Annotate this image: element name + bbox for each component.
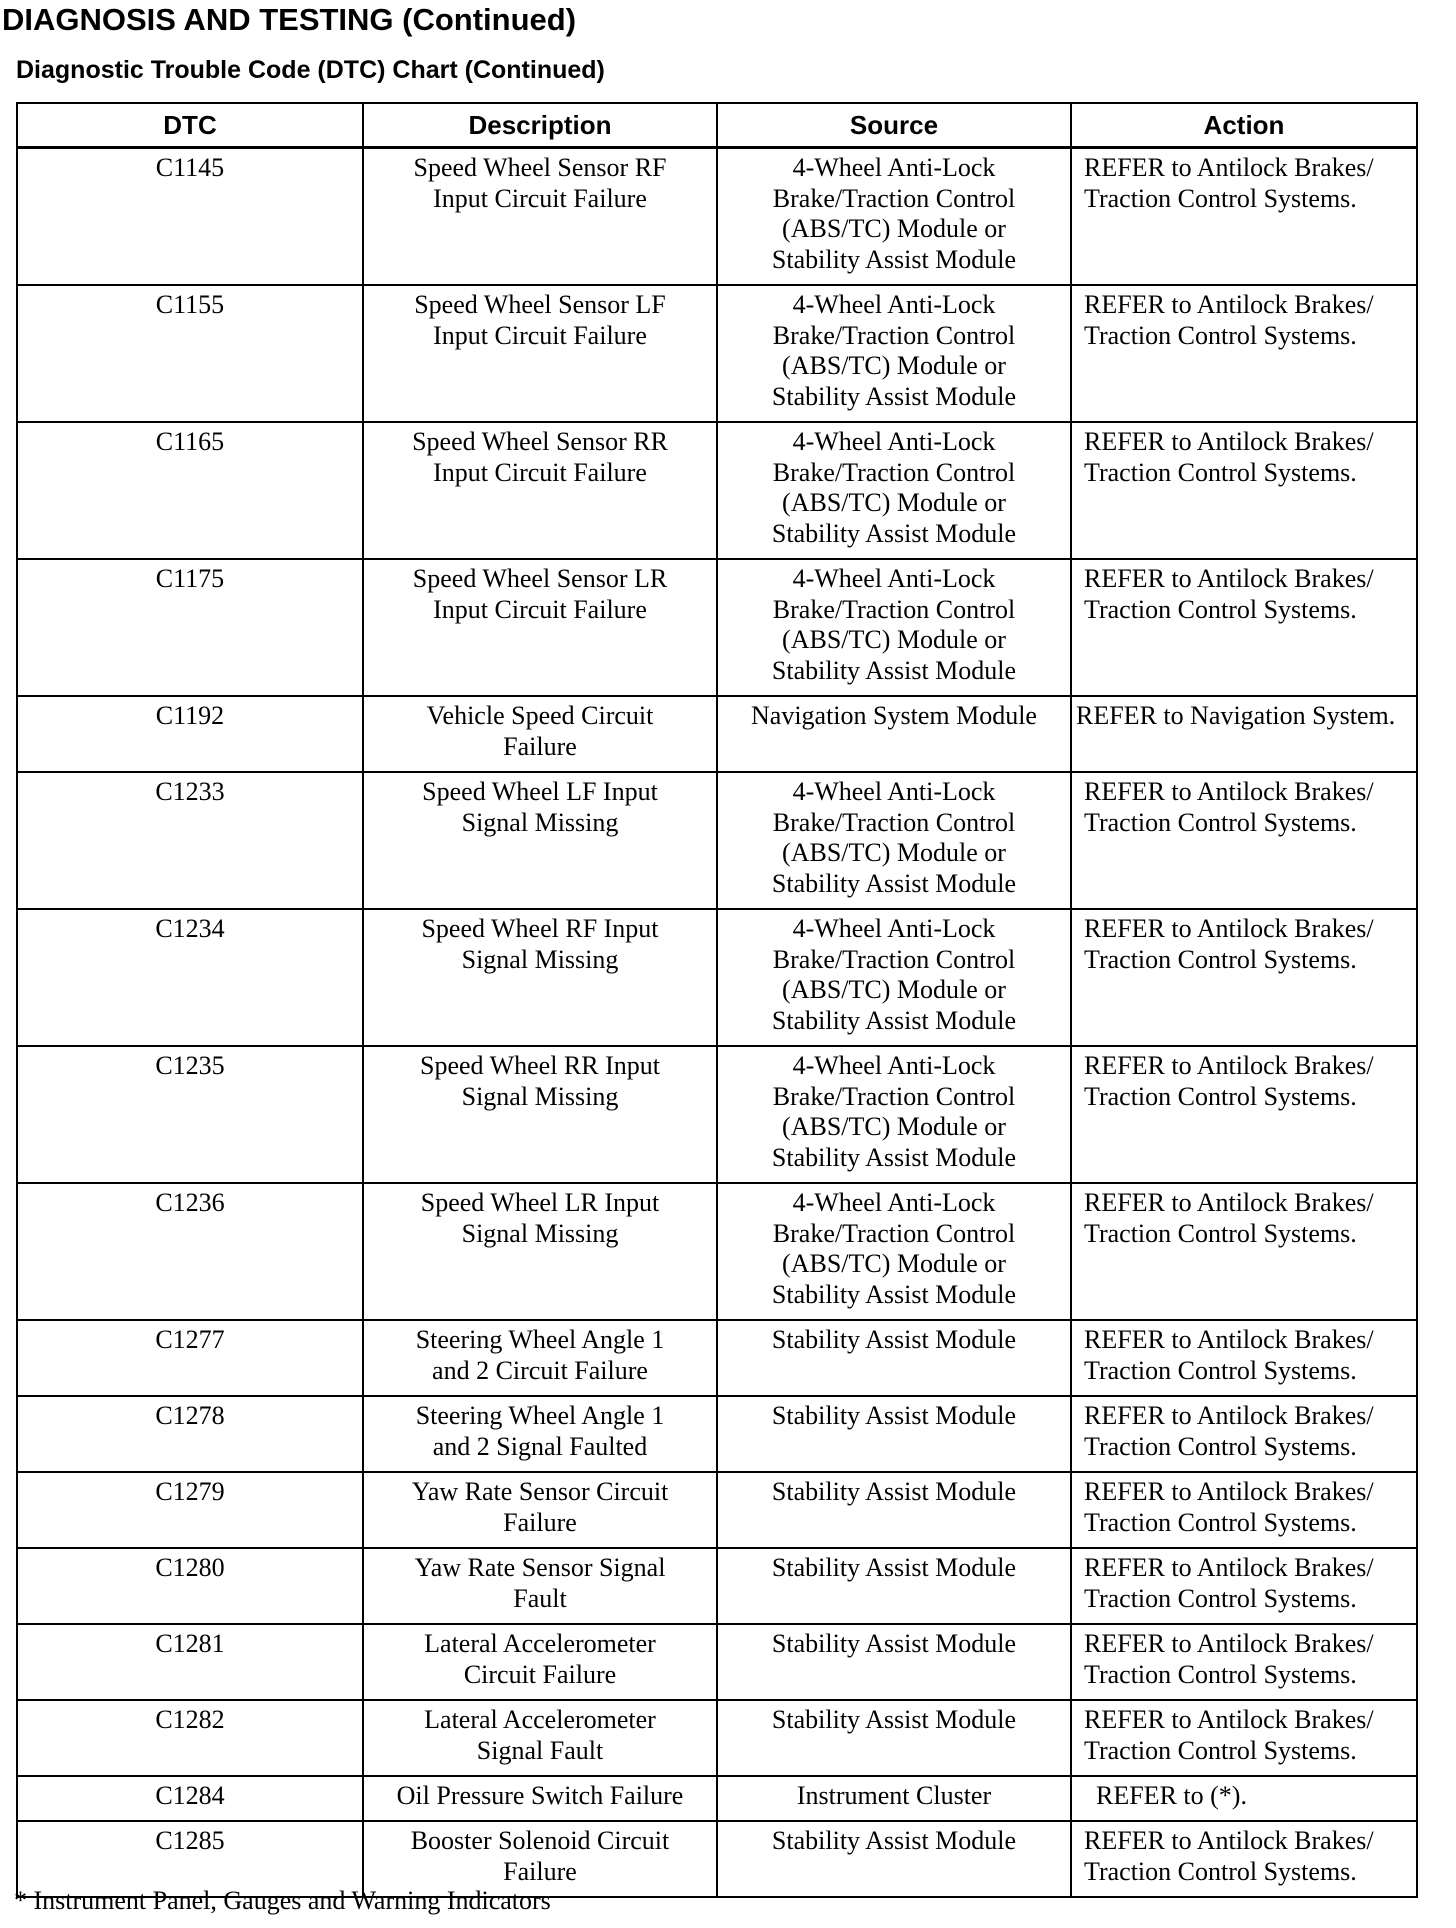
table-row	[17, 772, 1417, 909]
source-line: (ABS/TC) Module or	[782, 1112, 1006, 1141]
description-line: Vehicle Speed Circuit	[426, 701, 654, 730]
dtc-code-cell: C1278	[17, 1396, 363, 1472]
source-line: (ABS/TC) Module or	[782, 214, 1006, 243]
description-line: Circuit Failure	[463, 1659, 617, 1689]
description-line: Signal Missing	[461, 1218, 619, 1248]
action-line: REFER to Antilock Brakes/	[1084, 1477, 1374, 1506]
source-line: Brake/Traction Control	[772, 1081, 1016, 1111]
dtc-code-cell: C1234	[17, 909, 363, 1046]
source-cell	[717, 1396, 1071, 1472]
source-line: Stability Assist Module	[771, 1279, 1017, 1309]
source-cell	[717, 1776, 1071, 1821]
source-line: Instrument Cluster	[796, 1781, 992, 1810]
description-line: Signal Missing	[461, 944, 619, 974]
description-line: Booster Solenoid Circuit	[410, 1826, 670, 1855]
column-header-source: Source	[717, 103, 1071, 148]
description-line: Fault	[513, 1583, 567, 1613]
table-row	[17, 422, 1417, 559]
action-line: Traction Control Systems.	[1084, 1735, 1357, 1765]
action-line: REFER to (*).	[1096, 1781, 1247, 1810]
description-cell	[363, 285, 717, 422]
table-row	[17, 1183, 1417, 1320]
description-line: Oil Pressure Switch Failure	[396, 1781, 684, 1810]
description-line: Speed Wheel Sensor LF	[414, 290, 666, 319]
description-line: Yaw Rate Sensor Signal	[414, 1553, 666, 1582]
action-cell	[1071, 1548, 1417, 1624]
action-line: Traction Control Systems.	[1084, 183, 1357, 213]
description-cell	[363, 1700, 717, 1776]
dtc-code-cell: C1281	[17, 1624, 363, 1700]
table-row	[17, 559, 1417, 696]
source-cell	[717, 1548, 1071, 1624]
description-line: Yaw Rate Sensor Circuit	[411, 1477, 669, 1506]
source-cell	[717, 1320, 1071, 1396]
action-line: Traction Control Systems.	[1084, 594, 1357, 624]
source-line: (ABS/TC) Module or	[782, 838, 1006, 867]
action-cell	[1071, 422, 1417, 559]
description-line: Speed Wheel RR Input	[420, 1051, 660, 1080]
source-line: Stability Assist Module	[771, 1477, 1017, 1506]
source-line: 4-Wheel Anti-Lock	[792, 564, 996, 593]
source-line: (ABS/TC) Module or	[782, 625, 1006, 654]
action-line: REFER to Antilock Brakes/	[1084, 1188, 1374, 1217]
table-row	[17, 1624, 1417, 1700]
description-line: Steering Wheel Angle 1	[415, 1325, 665, 1354]
source-line: Stability Assist Module	[771, 381, 1017, 411]
source-cell	[717, 148, 1071, 286]
action-cell	[1071, 1700, 1417, 1776]
source-cell	[717, 1700, 1071, 1776]
dtc-code-cell: C1280	[17, 1548, 363, 1624]
source-line: 4-Wheel Anti-Lock	[792, 1188, 996, 1217]
action-cell	[1071, 559, 1417, 696]
action-line: REFER to Antilock Brakes/	[1084, 153, 1374, 182]
description-line: Speed Wheel Sensor RR	[412, 427, 668, 456]
action-line: Traction Control Systems.	[1084, 944, 1357, 974]
action-line: Traction Control Systems.	[1084, 1355, 1357, 1385]
action-line: REFER to Antilock Brakes/	[1084, 564, 1374, 593]
source-line: Stability Assist Module	[771, 655, 1017, 685]
description-cell	[363, 559, 717, 696]
description-line: Speed Wheel Sensor RF	[413, 153, 667, 182]
source-line: (ABS/TC) Module or	[782, 975, 1006, 1004]
source-cell	[717, 1821, 1071, 1897]
column-header-dtc: DTC	[17, 103, 363, 148]
action-cell	[1071, 148, 1417, 286]
description-cell	[363, 148, 717, 286]
description-cell	[363, 1624, 717, 1700]
dtc-code-cell: C1145	[17, 148, 363, 286]
description-line: and 2 Circuit Failure	[432, 1355, 648, 1385]
description-line: Speed Wheel RF Input	[421, 914, 659, 943]
description-line: Signal Fault	[476, 1735, 604, 1765]
table-row	[17, 1700, 1417, 1776]
chart-subtitle: Diagnostic Trouble Code (DTC) Chart (Continued)	[16, 56, 605, 84]
source-line: Brake/Traction Control	[772, 320, 1016, 350]
source-cell	[717, 1183, 1071, 1320]
action-cell	[1071, 285, 1417, 422]
action-line: REFER to Antilock Brakes/	[1084, 1553, 1374, 1582]
source-cell	[717, 422, 1071, 559]
dtc-table	[16, 102, 1418, 1898]
column-header-action: Action	[1071, 103, 1417, 148]
action-cell	[1071, 1183, 1417, 1320]
source-line: Brake/Traction Control	[772, 457, 1016, 487]
description-cell	[363, 1320, 717, 1396]
description-cell	[363, 909, 717, 1046]
action-cell	[1071, 1624, 1417, 1700]
action-line: Traction Control Systems.	[1084, 1856, 1357, 1886]
action-line: REFER to Antilock Brakes/	[1084, 1051, 1374, 1080]
description-line: Lateral Accelerometer	[424, 1705, 656, 1734]
footnote: * Instrument Panel, Gauges and Warning Indicators	[14, 1886, 551, 1915]
description-line: Input Circuit Failure	[433, 183, 647, 213]
action-cell	[1071, 1821, 1417, 1897]
source-line: Stability Assist Module	[771, 518, 1017, 548]
table-row	[17, 1320, 1417, 1396]
source-line: 4-Wheel Anti-Lock	[792, 1051, 996, 1080]
source-line: Brake/Traction Control	[772, 183, 1016, 213]
source-line: 4-Wheel Anti-Lock	[792, 427, 996, 456]
source-line: 4-Wheel Anti-Lock	[792, 290, 996, 319]
action-line: REFER to Antilock Brakes/	[1084, 914, 1374, 943]
dtc-code-cell: C1284	[17, 1776, 363, 1821]
table-row	[17, 1396, 1417, 1472]
description-line: Signal Missing	[461, 1081, 619, 1111]
section-title: DIAGNOSIS AND TESTING (Continued)	[2, 2, 577, 37]
dtc-code-cell: C1277	[17, 1320, 363, 1396]
source-line: Stability Assist Module	[771, 1005, 1017, 1035]
source-line: 4-Wheel Anti-Lock	[792, 914, 996, 943]
source-line: Stability Assist Module	[771, 1553, 1017, 1582]
dtc-code-cell: C1285	[17, 1821, 363, 1897]
source-line: 4-Wheel Anti-Lock	[792, 777, 996, 806]
action-line: Traction Control Systems.	[1084, 1431, 1357, 1461]
description-line: Signal Missing	[461, 807, 619, 837]
description-line: Input Circuit Failure	[433, 594, 647, 624]
action-line: Traction Control Systems.	[1084, 807, 1357, 837]
action-cell	[1071, 772, 1417, 909]
table-header-row	[17, 103, 1417, 148]
description-line: Speed Wheel Sensor LR	[412, 564, 668, 593]
description-cell	[363, 696, 717, 772]
source-line: Stability Assist Module	[771, 1629, 1017, 1658]
action-cell	[1071, 909, 1417, 1046]
table-row	[17, 909, 1417, 1046]
description-cell	[363, 772, 717, 909]
action-line: Traction Control Systems.	[1084, 1081, 1357, 1111]
action-line: REFER to Antilock Brakes/	[1084, 1629, 1374, 1658]
action-cell	[1071, 1046, 1417, 1183]
action-line: Traction Control Systems.	[1084, 1507, 1357, 1537]
description-cell	[363, 1472, 717, 1548]
action-cell	[1071, 1472, 1417, 1548]
source-cell	[717, 909, 1071, 1046]
dtc-code-cell: C1236	[17, 1183, 363, 1320]
source-line: Stability Assist Module	[771, 1401, 1017, 1430]
source-cell	[717, 696, 1071, 772]
description-line: and 2 Signal Faulted	[432, 1431, 648, 1461]
source-line: Stability Assist Module	[771, 244, 1017, 274]
source-line: Stability Assist Module	[771, 1325, 1017, 1354]
source-line: Navigation System Module	[751, 701, 1037, 730]
action-line: Traction Control Systems.	[1084, 457, 1357, 487]
table-row	[17, 285, 1417, 422]
description-cell	[363, 1183, 717, 1320]
dtc-code-cell: C1165	[17, 422, 363, 559]
description-cell	[363, 1776, 717, 1821]
dtc-code-cell: C1235	[17, 1046, 363, 1183]
action-line: REFER to Antilock Brakes/	[1084, 777, 1374, 806]
action-line: Traction Control Systems.	[1084, 1218, 1357, 1248]
table-row	[17, 1472, 1417, 1548]
source-cell	[717, 1624, 1071, 1700]
action-cell	[1071, 1320, 1417, 1396]
source-line: Stability Assist Module	[771, 1142, 1017, 1172]
description-line: Input Circuit Failure	[433, 457, 647, 487]
source-cell	[717, 559, 1071, 696]
dtc-code-cell: C1279	[17, 1472, 363, 1548]
dtc-code-cell: C1233	[17, 772, 363, 909]
description-line: Failure	[503, 1856, 577, 1886]
action-cell	[1071, 1776, 1417, 1821]
source-cell	[717, 1472, 1071, 1548]
table-row	[17, 1776, 1417, 1821]
column-header-description: Description	[363, 103, 717, 148]
action-line: Traction Control Systems.	[1084, 1659, 1357, 1689]
action-line: Traction Control Systems.	[1084, 1583, 1357, 1613]
description-line: Speed Wheel LR Input	[420, 1188, 660, 1217]
table-row	[17, 696, 1417, 772]
dtc-code-cell: C1192	[17, 696, 363, 772]
action-line: REFER to Antilock Brakes/	[1084, 1325, 1374, 1354]
action-line: REFER to Antilock Brakes/	[1084, 1401, 1374, 1430]
action-line: REFER to Antilock Brakes/	[1084, 427, 1374, 456]
source-line: Brake/Traction Control	[772, 594, 1016, 624]
table-row	[17, 1548, 1417, 1624]
source-line: Brake/Traction Control	[772, 1218, 1016, 1248]
action-line: REFER to Navigation System.	[1076, 701, 1396, 730]
description-line: Failure	[503, 1507, 577, 1537]
source-cell	[717, 285, 1071, 422]
description-cell	[363, 1396, 717, 1472]
action-cell	[1071, 696, 1417, 772]
source-cell	[717, 1046, 1071, 1183]
action-line: REFER to Antilock Brakes/	[1084, 1705, 1374, 1734]
source-line: Stability Assist Module	[771, 1826, 1017, 1855]
source-line: (ABS/TC) Module or	[782, 351, 1006, 380]
dtc-code-cell: C1282	[17, 1700, 363, 1776]
description-line: Speed Wheel LF Input	[422, 777, 658, 806]
description-cell	[363, 1548, 717, 1624]
description-cell	[363, 422, 717, 559]
source-line: Brake/Traction Control	[772, 944, 1016, 974]
dtc-code-cell: C1155	[17, 285, 363, 422]
table-body	[17, 148, 1417, 1898]
description-line: Failure	[503, 731, 577, 761]
table-row	[17, 148, 1417, 286]
source-line: Stability Assist Module	[771, 868, 1017, 898]
description-line: Steering Wheel Angle 1	[415, 1401, 665, 1430]
action-line: REFER to Antilock Brakes/	[1084, 290, 1374, 319]
source-line: Brake/Traction Control	[772, 807, 1016, 837]
dtc-code-cell: C1175	[17, 559, 363, 696]
description-line: Lateral Accelerometer	[424, 1629, 656, 1658]
action-line: REFER to Antilock Brakes/	[1084, 1826, 1374, 1855]
action-cell	[1071, 1396, 1417, 1472]
source-line: 4-Wheel Anti-Lock	[792, 153, 996, 182]
table-row	[17, 1046, 1417, 1183]
description-cell	[363, 1046, 717, 1183]
source-line: (ABS/TC) Module or	[782, 1249, 1006, 1278]
description-line: Input Circuit Failure	[433, 320, 647, 350]
source-line: (ABS/TC) Module or	[782, 488, 1006, 517]
source-line: Stability Assist Module	[771, 1705, 1017, 1734]
source-cell	[717, 772, 1071, 909]
action-line: Traction Control Systems.	[1084, 320, 1357, 350]
